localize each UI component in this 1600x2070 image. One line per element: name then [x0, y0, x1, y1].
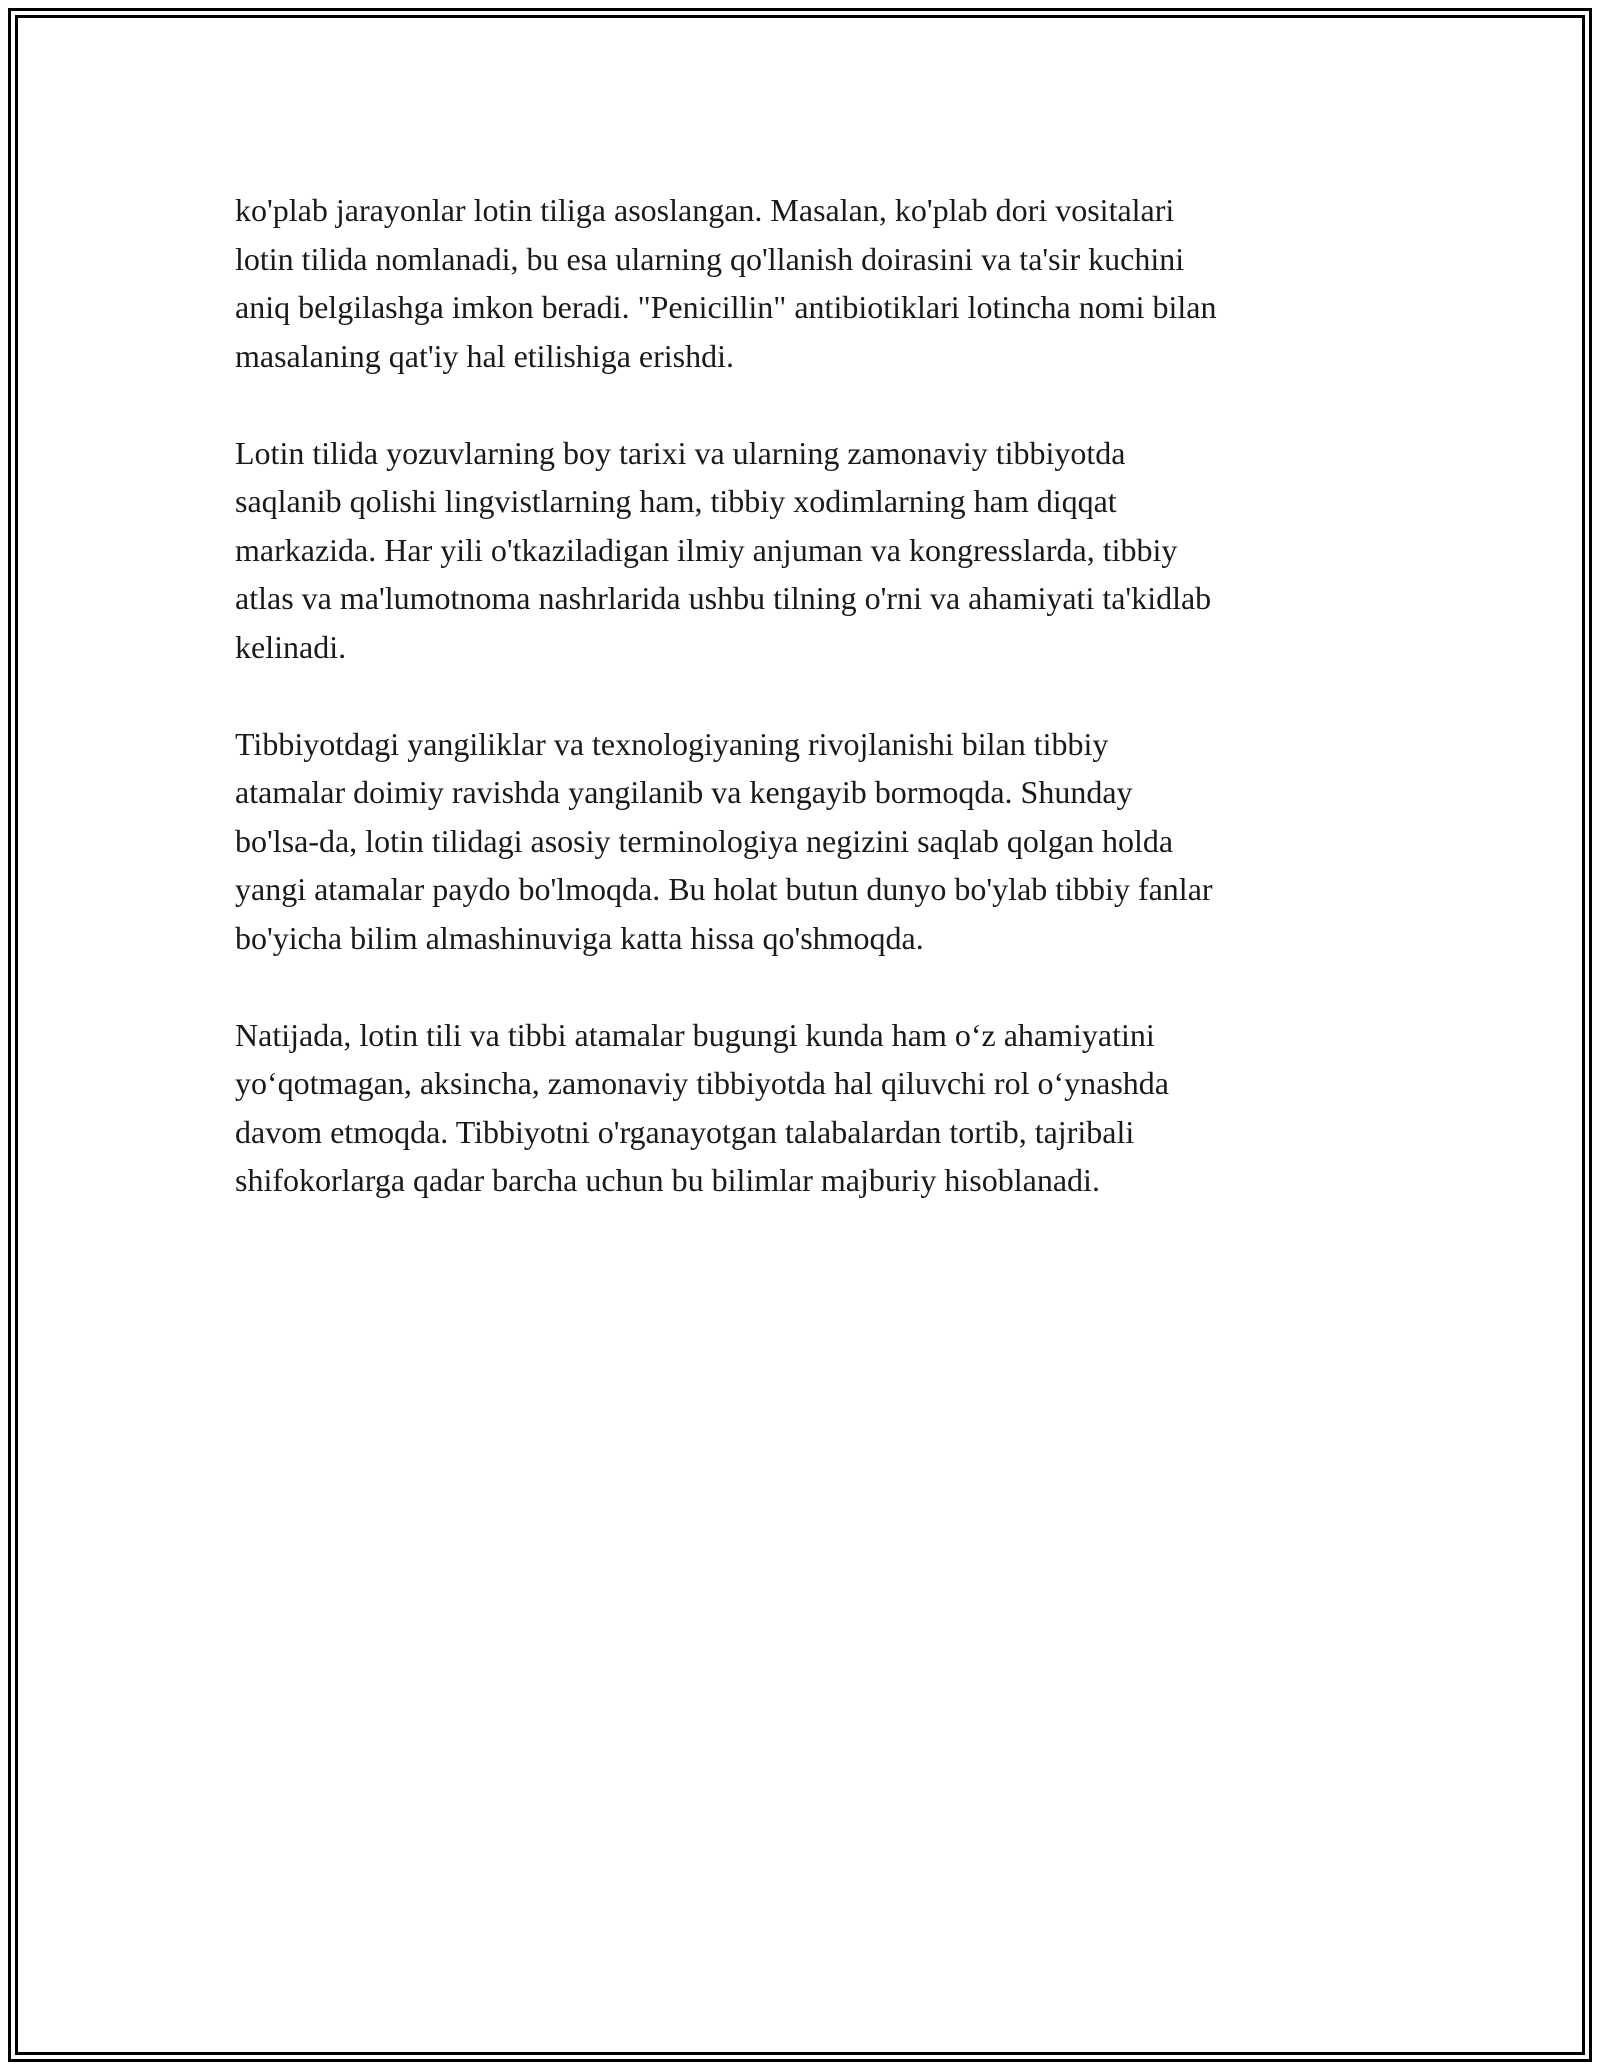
paragraph-2: Lotin tilida yozuvlarning boy tarixi va ularning zamonaviy tibbiyotda saqlanib qolishi lingvistlarning ham, tibbiy xodimlarning ham diqqat markazida. Har yili o'tkaziladigan ilmiy anjuman va kongresslarda, tibbiy atlas va ma'lumotnoma nashrlarida ushbu tilning o'rni va ahamiyati ta'kidlab kelinadi.: [235, 434, 1212, 665]
paragraph-3: Tibbiyotdagi yangiliklar va texnologiyaning rivojlanishi bilan tibbiy atamalar doimiy ravishda yangilanib va kengayib bormoqda. Shunday bo'lsa-da, lotin tilidagi asosiy terminologiya negizini saqlab qolgan holda yangi atamalar paydo bo'lmoqda. Bu holat butun dunyo bo'ylab tibbiy fanlar bo'yicha bilim almashinuviga katta hissa qo'shmoqda.: [235, 725, 1213, 956]
document-body: [235, 186, 1385, 1253]
paragraph-4: Natijada, lotin tili va tibbi atamalar bugungi kunda ham o‘z ahamiyatini yo‘qotmagan, aksincha, zamonaviy tibbiyotda hal qiluvchi rol o‘ynashda davom etmoqda. Tibbiyotni o'rganayotgan talabalardan tortib, tajribali shifokorlarga qadar barcha uchun bu bilimlar majburiy hisoblanadi.: [235, 1016, 1169, 1198]
paragraph-1: ko'plab jarayonlar lotin tiliga asoslangan. Masalan, ko'plab dori vositalari lotin tilida nomlanadi, bu esa ularning qo'llanish doirasini va ta'sir kuchini aniq belgilashga imkon beradi. "Penicillin" antibiotiklari lotincha nomi bilan masalaning qat'iy hal etilishiga erishdi.: [235, 192, 1217, 374]
